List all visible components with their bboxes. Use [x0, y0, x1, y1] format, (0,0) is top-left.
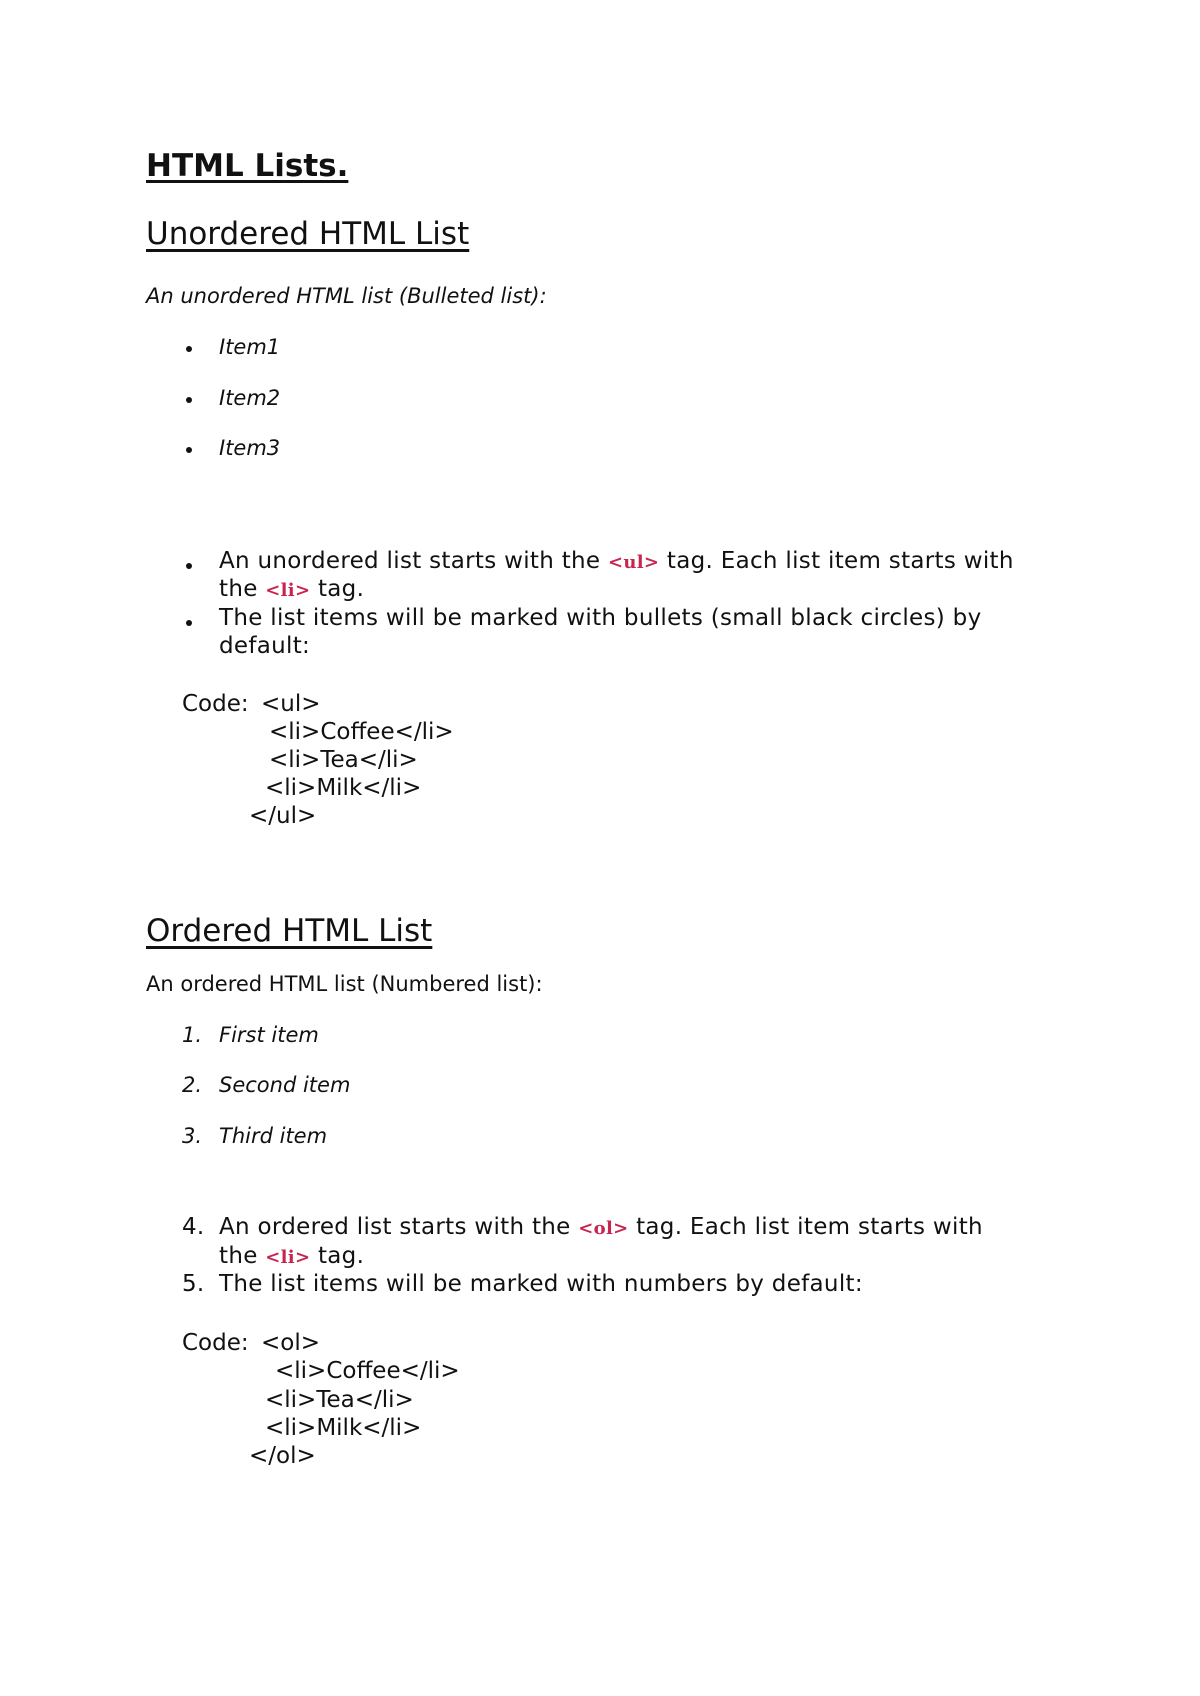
note-line: The list items will be marked with bullets (small black circles) by: [219, 605, 982, 631]
note-text: tag. Each list item starts with: [636, 1214, 983, 1240]
note-text: tag.: [317, 1243, 365, 1269]
code-line: <ul>: [261, 691, 321, 717]
note-line: [219, 548, 1014, 574]
list-item: Item3: [219, 436, 281, 460]
code-line: <li>Milk</li>: [265, 1415, 422, 1441]
note-line: [219, 1243, 364, 1269]
code-line: <li>Coffee</li>: [275, 1358, 460, 1384]
note-line: The list items will be marked with numbers by default:: [219, 1271, 863, 1297]
bullet-marker: [186, 346, 192, 352]
list-item: Third item: [219, 1124, 328, 1148]
code-line: <li>Milk</li>: [265, 775, 422, 801]
note-text: An unordered list starts with the: [219, 548, 601, 574]
code-line: <ol>: [261, 1330, 321, 1356]
list-item: Item2: [219, 386, 281, 410]
page-title: HTML Lists.: [146, 148, 349, 184]
bullet-marker: [186, 447, 192, 453]
code-line: <li>Coffee</li>: [269, 719, 454, 745]
code-line: </ul>: [249, 803, 317, 829]
code-line: <li>Tea</li>: [265, 1387, 414, 1413]
note-text: tag.: [317, 576, 365, 602]
ordered-intro: An ordered HTML list (Numbered list):: [146, 972, 543, 996]
code-tag: <ol>: [578, 1218, 629, 1239]
list-number: 4.: [182, 1214, 205, 1240]
list-number: 5.: [182, 1271, 205, 1297]
bullet-marker: [186, 563, 192, 569]
code-tag: <li>: [265, 580, 311, 601]
list-number: 3.: [182, 1124, 203, 1148]
list-number: 1.: [182, 1023, 203, 1047]
code-line: </ol>: [249, 1443, 316, 1469]
code-label: Code:: [182, 1330, 249, 1356]
unordered-heading: Unordered HTML List: [146, 216, 470, 252]
note-text: the: [219, 1243, 258, 1269]
code-line: <li>Tea</li>: [269, 747, 418, 773]
note-line: [219, 576, 364, 602]
note-text: the: [219, 576, 258, 602]
unordered-intro: An unordered HTML list (Bulleted list):: [146, 284, 547, 308]
bullet-marker: [186, 397, 192, 403]
note-text: tag. Each list item starts with: [666, 548, 1014, 574]
note-line: default:: [219, 633, 311, 659]
code-label: Code:: [182, 691, 249, 717]
note-line: [219, 1214, 983, 1240]
code-tag: <li>: [265, 1247, 311, 1268]
list-item: Item1: [219, 335, 281, 359]
note-text: An ordered list starts with the: [219, 1214, 571, 1240]
ordered-heading: Ordered HTML List: [146, 913, 433, 949]
list-item: First item: [219, 1023, 319, 1047]
list-number: 2.: [182, 1073, 203, 1097]
code-tag: <ul>: [608, 552, 660, 573]
bullet-marker: [186, 620, 192, 626]
list-item: Second item: [219, 1073, 351, 1097]
